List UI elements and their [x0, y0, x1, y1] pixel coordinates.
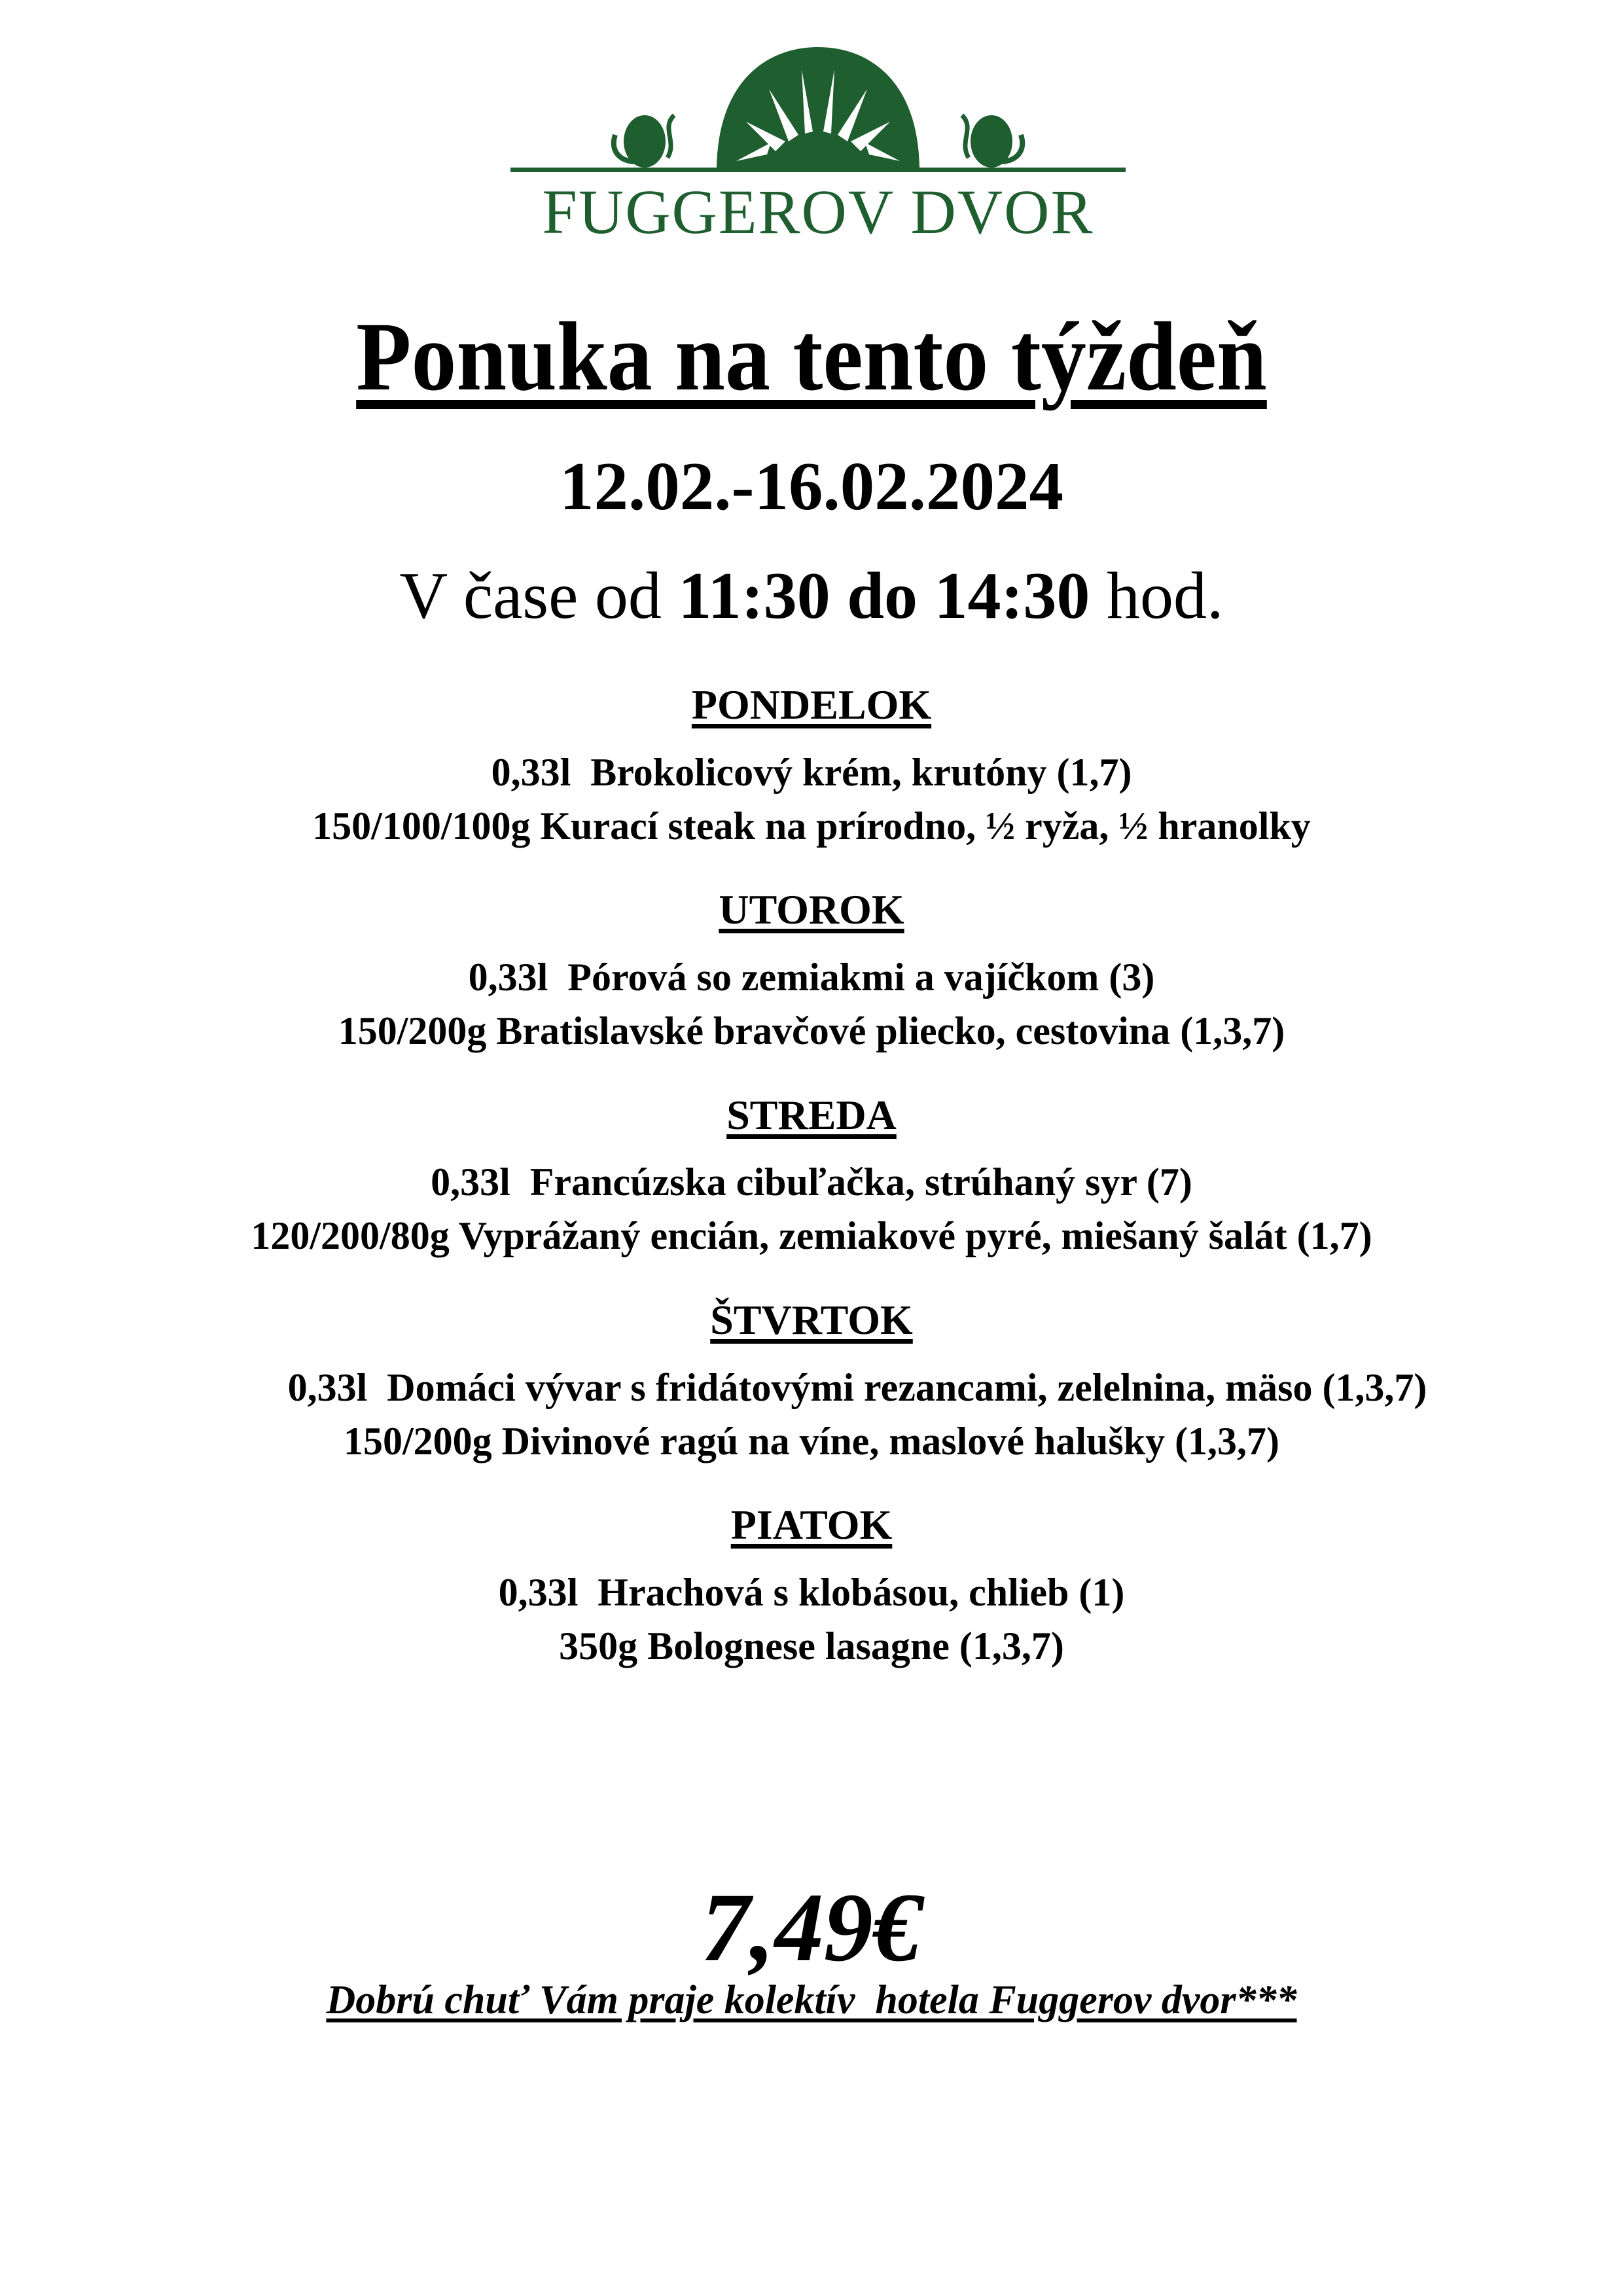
- main-item: 350g Bolognese lasagne (1,3,7): [559, 1624, 1064, 1668]
- soup-item: 0,33l Francúzska cibuľačka, strúhaný syr (7): [431, 1160, 1192, 1204]
- main-item: 150/200g Bratislavské bravčové pliecko, cestovina (1,3,7): [338, 1009, 1285, 1052]
- day-heading: PONDELOK: [691, 681, 932, 728]
- main-item: 150/200g Divinové ragú na víne, maslové halušky (1,3,7): [343, 1420, 1280, 1463]
- soup-item: 0,33l Hrachová s klobásou, chlieb (1): [498, 1571, 1125, 1614]
- soup-item: 0,33l Domáci vývar s fridátovými rezancami, zelelnina, mäso (1,3,7): [287, 1366, 1427, 1409]
- soup-item: 0,33l Pórová so zemiakmi a vajíčkom (3): [468, 956, 1155, 999]
- menu-price: 7,49€: [701, 1873, 922, 1982]
- logo-wordmark: FUGGEROV DVOR: [542, 177, 1094, 247]
- logo: [510, 43, 1126, 253]
- main-item: 120/200/80g Vyprážaný encián, zemiakové pyré, miešaný šalát (1,7): [251, 1214, 1372, 1257]
- main-item: 150/100/100g Kurací steak na prírodno, ½ ryža, ½ hranolky: [312, 804, 1311, 848]
- footer-greeting: Dobrú chuť Vám praje kolektív hotela Fuggerov dvor***: [326, 1978, 1297, 2022]
- hours-suffix: hod.: [1090, 559, 1224, 633]
- date-range: 12.02.-16.02.2024: [560, 448, 1063, 524]
- page-title: Ponuka na tento týždeň: [356, 302, 1267, 411]
- day-heading: ŠTVRTOK: [710, 1297, 913, 1343]
- serving-hours: [0, 559, 1623, 633]
- fan-arch-with-snails-icon: [510, 43, 1126, 174]
- day-heading: UTOROK: [719, 886, 904, 933]
- hours-to: 14:30: [934, 559, 1090, 633]
- hours-prefix: V čase od: [399, 559, 679, 633]
- day-heading: STREDA: [726, 1092, 897, 1138]
- hours-from: 11:30: [678, 559, 830, 633]
- soup-item: 0,33l Brokolicový krém, krutóny (1,7): [491, 751, 1132, 794]
- hours-mid: do: [830, 559, 935, 633]
- day-heading: PIATOK: [730, 1501, 893, 1548]
